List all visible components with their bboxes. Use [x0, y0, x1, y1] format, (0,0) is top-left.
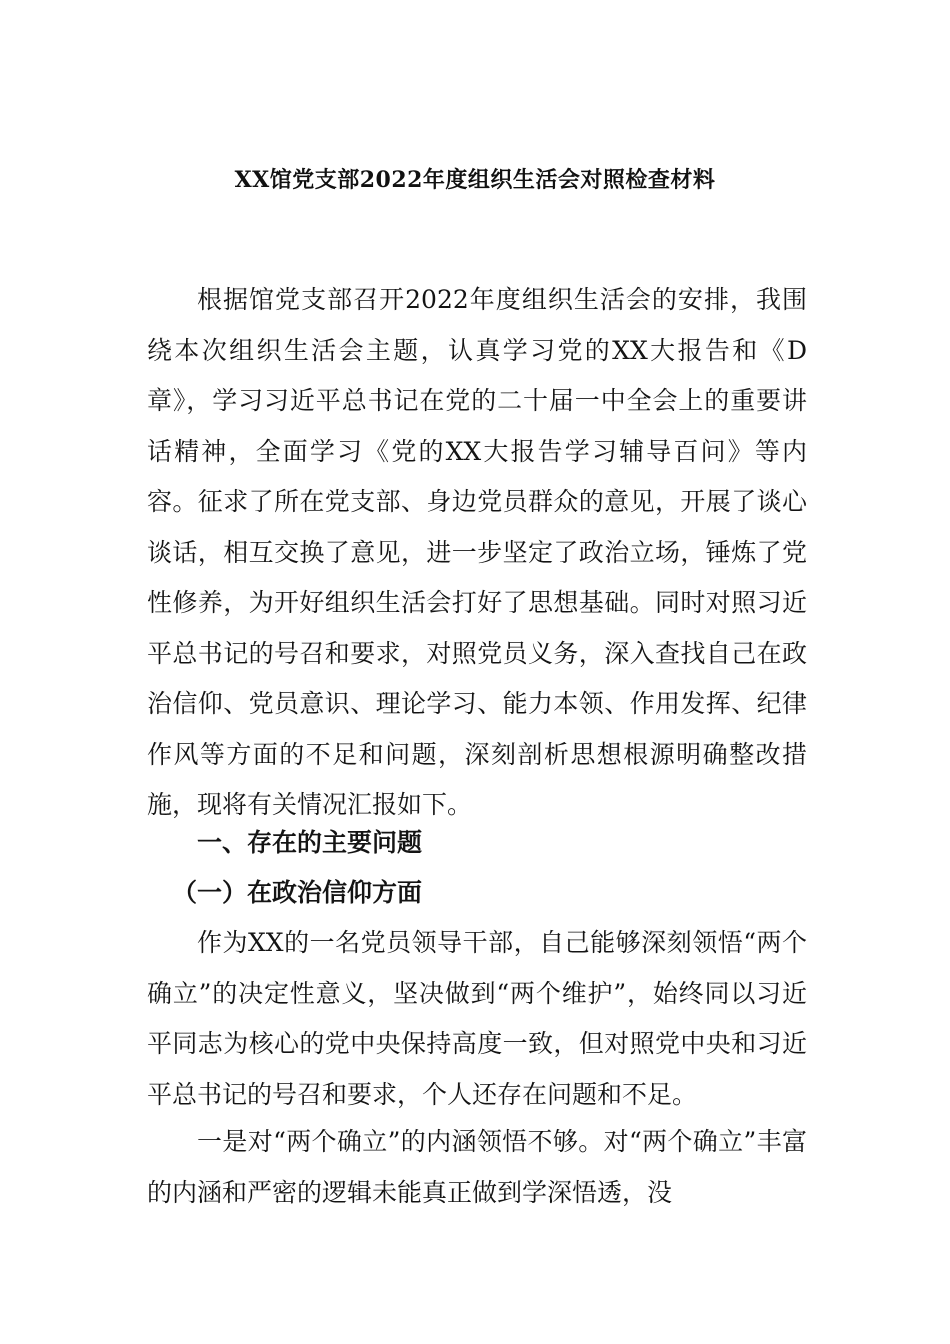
subsection-heading: （一）在政治信仰方面: [172, 878, 423, 907]
subsection-1: [147, 868, 807, 919]
subsection-1-body: [147, 918, 807, 1120]
document-body: [147, 275, 807, 831]
point-paragraph: 一是对“两个确立”的内涵领悟不够。对“两个确立”丰富的内涵和严密的逻辑未能真正做到学深悟透，没: [147, 1127, 807, 1207]
document-title: XX馆党支部2022年度组织生活会对照检查材料: [234, 167, 716, 193]
point-1-body: [147, 1117, 807, 1218]
intro-paragraph: 根据馆党支部召开2022年度组织生活会的安排，我围绕本次组织生活会主题，认真学习党的XX大报告和《D章》，学习习近平总书记在党的二十届一中全会上的重要讲话精神，全面学习《党的XX大报告学习辅导百问》等内容。征求了所在党支部、身边党员群众的意见，开展了谈心谈话，相互交换了意见，进一步坚定了政治立场，锤炼了党性修养，为开好组织生活会打好了思想基础。同时对照习近平总书记的号召和要求，对照党员义务，深入查找自己在政治信仰、党员意识、理论学习、能力本领、作用发挥、纪律作风等方面的不足和问题，深刻剖析思想根源明确整改措施，现将有关情况汇报如下。: [147, 285, 807, 819]
section-heading: 一、存在的主要问题: [197, 828, 423, 857]
subsection-paragraph: 作为XX的一名党员领导干部，自己能够深刻领悟“两个确立”的决定性意义，坚决做到“两个维护”，始终同以习近平同志为核心的党中央保持高度一致，但对照党中央和习近平总书记的号召和要求，个人还存在问题和不足。: [147, 928, 807, 1109]
section-1: [147, 818, 807, 869]
